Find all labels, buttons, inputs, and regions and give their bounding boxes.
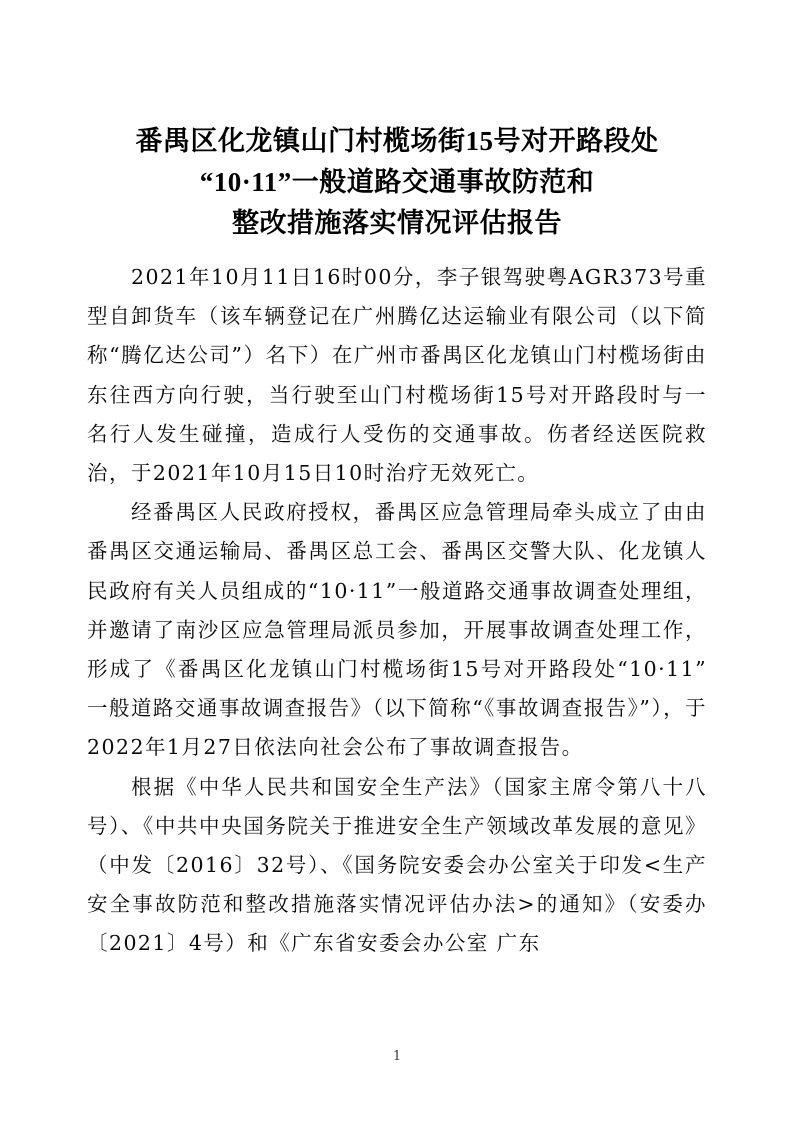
page-title: [87, 121, 707, 244]
title-line-1: 番禺区化龙镇山门村榄场街15号对开路段处: [135, 126, 659, 157]
page-number: 1: [392, 1049, 402, 1064]
title-line-3: 整改措施落实情况评估报告: [232, 208, 562, 239]
paragraph-1: 2021年10月11日16时00分，李子银驾驶粤AGR373号重型自卸货车（该车辆登记在广州腾亿达运输业有限公司（以下简称“腾亿达公司”）名下）在广州市番禺区化龙镇山门村榄场街由东往西方向行驶，当行驶至山门村榄场街15号对开路段时与一名行人发生碰撞，造成行人受伤的交通事故。伤者经送医院救治，于2021年10月15日10时治疗无效死亡。: [87, 265, 707, 486]
paragraph-2: 经番禺区人民政府授权，番禺区应急管理局牵头成立了由由番禺区交通运输局、番禺区总工会、番禺区交警大队、化龙镇人民政府有关人员组成的“10·11”一般道路交通事故调查处理组，并邀请了南沙区应急管理局派员参加，开展事故调查处理工作，形成了《番禺区化龙镇山门村榄场街15号对开路段处“10·11”一般道路交通事故调查报告》（以下简称“《事故调查报告》”），于2022年1月27日依法向社会公布了事故调查报告。: [87, 500, 707, 760]
paragraph-3: 根据《中华人民共和国安全生产法》（国家主席令第八十八号）、《中共中央国务院关于推进安全生产领域改革发展的意见》（中发〔2016〕32号）、《国务院安委会办公室关于印发<生产安全事故防范和整改措施落实情况评估办法>的通知》（安委办〔2021〕4号）和《广东省安委会办公室 广东: [87, 774, 707, 956]
document-body: [87, 258, 707, 964]
title-line-2: “10·11”一般道路交通事故防范和: [199, 167, 595, 198]
